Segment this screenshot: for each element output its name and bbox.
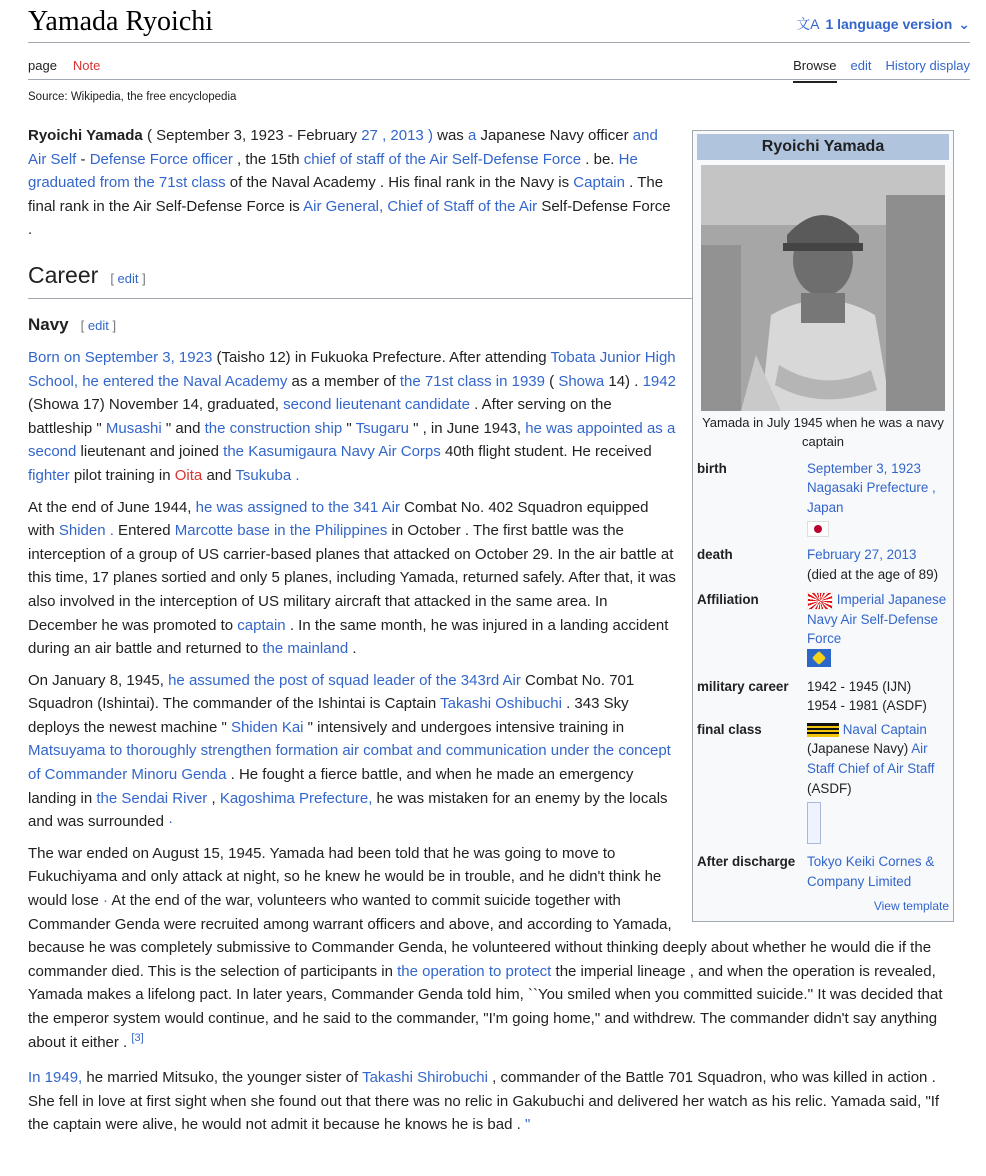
language-button[interactable] (796, 14, 970, 34)
infobox-row-affiliation (697, 590, 949, 672)
link-dot-2[interactable]: · (103, 892, 109, 910)
link-shiden-kai[interactable]: Shiden Kai (230, 718, 304, 736)
portrait-caption: Yamada in July 1945 when he was a navy captain (702, 414, 944, 449)
link-71st-class-1939[interactable]: the 71st class in 1939 (399, 372, 545, 390)
rising-sun-flag-icon (807, 592, 833, 610)
affiliation-label: Affiliation (697, 592, 759, 608)
japan-flag-icon (807, 521, 829, 537)
link-tsugaru[interactable]: Tsugaru (355, 419, 409, 437)
link-1949[interactable]: In 1949, (28, 1069, 83, 1087)
tab-browse[interactable]: Browse (793, 58, 836, 83)
death-label: death (697, 546, 733, 562)
link-showa[interactable]: Showa (558, 372, 605, 390)
infobox-row-death (697, 545, 949, 584)
final-class-label: final class (697, 721, 762, 737)
intro-paragraph: Ryoichi Yamada ( September 3, 1923 - February 27 , 2013 ) was a Japanese Navy officer and Air Self - Defense Force officer , the 15th chief of staff of the Air Self-Defense Force . be. He graduated from the 71st class of the Naval Academy . His final rank in the Navy is Captain . The final rank in the Air Self-Defense Force is Air General, Chief of Staff of the Air Self-Defense Force . (28, 127, 671, 239)
after-discharge-label: After discharge (697, 854, 796, 870)
reference-3[interactable]: [3] (131, 1031, 144, 1044)
affiliation-link-imperial[interactable]: Imperial (836, 592, 885, 608)
source-note: Source: Wikipedia, the free encyclopedia (28, 91, 237, 103)
link-343rd-air[interactable]: he assumed the post of squad leader of the 343rd Air (168, 671, 521, 689)
tabs-divider (28, 79, 970, 80)
section-career: Career [ edit ] (28, 260, 692, 299)
navy-paragraph-3: On January 8, 1945, he assumed the post of squad leader of the 343rd Air Combat No. 701 Squadron (Ishintai). The commander of the Ishintai is Captain Takashi Oshibuchi . 343 Sky deploys the newest machine " Shiden Kai " intensively and undergoes intensive training in Matsuyama to thoroughly strengthen formation air combat and communication under the concept of Commander Minoru Genda . He fought a fierce battle, and when he made an emergency landing in the Sendai River , Kagoshima Prefecture, he was mistaken for an enemy by the locals and was surrounded · (28, 671, 671, 831)
page-title: Yamada Ryoichi (28, 6, 214, 37)
career-line-asdf: 1954 - 1981 (ASDF) (807, 698, 927, 714)
final-link-naval-captain[interactable]: Naval Captain (842, 721, 927, 737)
link-341-air[interactable]: he was assigned to the 341 Air (195, 498, 400, 516)
tab-history[interactable]: History display (885, 58, 970, 73)
link-sendai-river[interactable]: the Sendai River (96, 789, 208, 807)
birth-link[interactable]: September 3, 1923 Nagasaki Prefecture , Japan (807, 460, 936, 515)
portrait-photo (701, 165, 945, 411)
infobox-title: Ryoichi Yamada (697, 134, 949, 160)
link-operation-protect[interactable]: the operation to protect (397, 962, 552, 980)
link-1942[interactable]: 1942 (642, 372, 676, 390)
link-takashi-shirobuchi[interactable]: Takashi Shirobuchi (362, 1069, 488, 1087)
infobox-row-birth (697, 459, 949, 537)
tab-edit[interactable]: edit (850, 58, 872, 73)
intro-link-71st-class[interactable]: He graduated from the 71st class (28, 150, 638, 192)
link-construction-ship[interactable]: the construction ship (204, 419, 343, 437)
link-captain[interactable]: captain (237, 616, 286, 634)
link-oita[interactable]: Oita (174, 466, 203, 484)
navy-paragraph-2: At the end of June 1944, he was assigned to the 341 Air Combat No. 402 Squadron equipped with Shiden . Entered Marcotte base in the Philippines in October . The first battle was the interception of a group of US carrier-based planes that attacked on October 29. In the air battle at this time, 17 planes sortied and only 5 planes, including Yamada, returned safely. After that, it was also involved in the interception of US military aircraft that attacked in the same area. In December he was promoted to captain . In the same month, he was injured in a landing accident during an air battle and returned to the mainland . (28, 498, 676, 658)
infobox-row-final-class (697, 720, 949, 848)
intro-link-defense-officer[interactable]: Defense Force officer (89, 150, 233, 168)
infobox-row-after-discharge (697, 852, 949, 891)
language-button-label: 1 language version (825, 16, 953, 32)
intro-link-date[interactable]: 27 , 2013 ) (361, 127, 433, 144)
asdf-rank-insignia-icon (807, 802, 821, 844)
link-second-lieutenant-candidate[interactable]: second lieutenant candidate (283, 396, 470, 414)
navy-paragraph-5: In 1949, he married Mitsuko, the younger sister of Takashi Shirobuchi , commander of the Battle 701 Squadron, who was killed in action . She fell in love at first sight when she found out that there was no relic in Gakubuchi and delivered her watch as his relic. Yamada said, "If the captain were alive, he would not admit it because he knows he is bad . " (28, 1069, 940, 1134)
intro-link-a[interactable]: a (467, 127, 477, 144)
intro-link-air-general[interactable]: Air General, Chief of Staff of the Air (303, 197, 538, 215)
link-quote[interactable]: " (524, 1116, 531, 1134)
article-content (28, 124, 954, 1145)
infobox (692, 130, 954, 922)
portrait-photo-icon (701, 165, 945, 411)
title-divider (28, 42, 970, 43)
link-dot[interactable]: · (168, 813, 174, 831)
edit-career-link[interactable]: edit (117, 270, 139, 286)
link-tobata[interactable]: Tobata Junior High School, he entered the Naval Academy (28, 348, 676, 390)
link-tsukuba[interactable]: Tsukuba . (235, 466, 300, 484)
final-link-air-staff[interactable]: Air Staff Chief of Air Staff (807, 741, 935, 776)
asdf-flag-icon (807, 649, 831, 667)
link-fighter[interactable]: fighter (28, 466, 70, 484)
infobox-row-career (697, 677, 949, 716)
link-kasumigaura[interactable]: the Kasumigaura Navy Air Corps (223, 443, 441, 461)
death-note: (died at the age of 89) (807, 566, 939, 582)
navy-paragraph-1: Born on September 3, 1923 (Taisho 12) in Fukuoka Prefecture. After attending Tobata Junior High School, he entered the Naval Academy as a member of the 71st class in 1939 ( Showa 14) . 1942 (Showa 17) November 14, graduated, second lieutenant candidate . After serving on the battleship " Musashi " and the construction ship " Tsugaru " , in June 1943, he was appointed as a second lieutenant and joined the Kasumigaura Navy Air Corps 40th flight student. He received fighter pilot training in Oita and Tsukuba . (28, 348, 676, 484)
intro-link-chief-of-staff[interactable]: chief of staff of the Air Self-Defense Force (303, 150, 582, 168)
link-takashi-oshibuchi[interactable]: Takashi Oshibuchi (440, 695, 562, 713)
affiliation-link-navy-asdf[interactable]: Japanese Navy Air Self-Defense Force (807, 592, 947, 647)
link-matsuyama-genda[interactable]: Matsuyama to thoroughly strengthen formation air combat and communication under the concept of Commander Minoru Genda (28, 742, 671, 784)
chevron-down-icon: ⌄ (958, 15, 970, 32)
subsection-navy: Navy [ edit ] (28, 314, 117, 334)
death-link[interactable]: February 27, 2013 (807, 546, 917, 562)
subject-name: Ryoichi Yamada (28, 127, 143, 144)
translate-icon: 文A (796, 16, 820, 32)
link-birth-date[interactable]: Born on September 3, 1923 (28, 348, 213, 366)
view-template-link[interactable]: View template (873, 899, 949, 914)
namespace-tabs (28, 58, 100, 73)
link-musashi[interactable]: Musashi (105, 419, 162, 437)
tab-page[interactable]: page (28, 58, 57, 73)
career-line-ijn: 1942 - 1945 (IJN) (807, 678, 912, 694)
after-discharge-link[interactable]: Tokyo Keiki Cornes & Company Limited (807, 854, 935, 889)
tab-note[interactable]: Note (72, 58, 101, 73)
link-shiden[interactable]: Shiden . (58, 522, 114, 540)
edit-navy-link[interactable]: edit (87, 317, 109, 333)
final-text-asdf: (ASDF) (807, 780, 852, 796)
birth-label: birth (697, 460, 727, 476)
link-marcotte-base[interactable]: Marcotte base in the Philippines (174, 522, 388, 540)
final-text-navy: (Japanese Navy) (807, 741, 912, 757)
navy-rank-insignia-icon (807, 723, 839, 737)
navy-paragraph-4: The war ended on August 15, 1945. Yamada had been told that he was going to move to Fukuchiyama and only attack at night, so he knew he would be in trouble, and he didn't think he would lose · At the end of the war, volunteers who wanted to commit suicide together with Commander Genda were recruited among warrant officers and above, and according to Yamada, because he was completely submissive to Commander Genda, he volunteered without thinking deeply about whether he would die if the commander died. This is the selection of participants in the operation to protect the imperial lineage , and when the operation is revealed, Yamada makes a lifelong pact. In later years, Commander Genda told him, ``You smiled when you committed suicide.'' It was decided that the emperor system would continue, and he said to the commander, "I'm going home," and withdrew. The commander didn't say anything about it either . [3] (28, 844, 943, 1051)
link-mainland[interactable]: the mainland (262, 640, 349, 658)
link-kagoshima[interactable]: Kagoshima Prefecture, (219, 789, 373, 807)
intro-link-air-self[interactable]: and Air Self (28, 127, 658, 168)
career-label: military career (697, 678, 789, 694)
intro-link-captain[interactable]: Captain (573, 174, 625, 192)
link-appointed-second[interactable]: he was appointed as a second (28, 419, 676, 461)
